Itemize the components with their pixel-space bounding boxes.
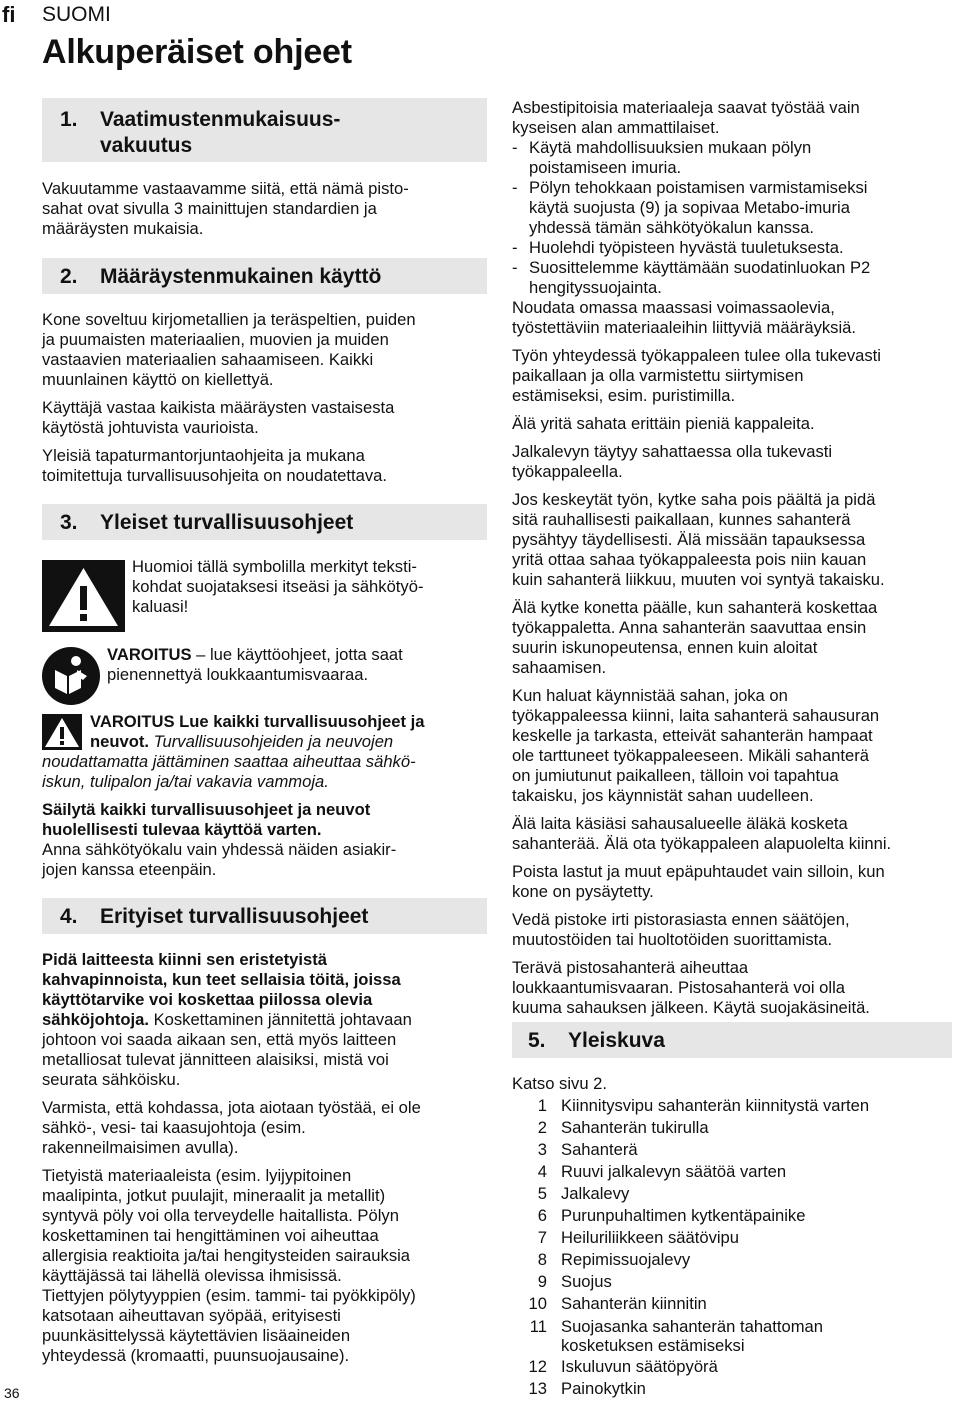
item-number: 12 [528,1357,547,1376]
text-line: sähkö-, vesi- tai kaasujohtoja (esim. [42,1118,306,1137]
text-line: maalipinta, jotkut puulajit, mineraalit ja metallit) [42,1186,386,1205]
text-line: Vedä pistoke irti pistorasiasta ennen säätöjen, [512,910,850,929]
item-number: 13 [528,1379,547,1398]
text-line: Älä kytke konetta päälle, kun sahanterä koskettaa [512,598,878,617]
list-item [512,1095,956,1117]
section-4-heading [42,898,487,934]
text-line: ole tarttuneet työkappaleeseen. Mikäli sahanterä [512,746,869,765]
dash-bullet: - [512,258,518,277]
item-label: Sahanterän tukirulla [561,1118,709,1137]
item-number: 5 [537,1184,547,1203]
warning-symbol-note [132,557,492,617]
text-line: Pölyn tehokkaan poistamisen varmistamiseksi [529,178,868,197]
page-number: 36 [4,1385,20,1401]
text-line: Käyttäjä vastaa kaikista määräysten vastaisesta [42,398,395,417]
item-number: 2 [537,1118,547,1137]
section-3-heading [42,504,487,540]
text-line: keskelle ja tarkasta, etteivät sahanterän hampaat [512,726,873,745]
text-line: takaisku, jos käynnistät sahan uudelleen. [512,786,814,805]
item-number: 7 [537,1228,547,1247]
text-line: määräysten mukaisia. [42,219,204,238]
text-line: Kun haluat käynnistää sahan, joka on [512,686,788,705]
list-item [512,1293,956,1315]
dash-bullet: - [512,238,518,257]
dash-bullet: - [512,138,518,157]
text-line: Säilytä kaikki turvallisuusohjeet ja neuvot [42,800,371,819]
text-line: Vakuutamme vastaavamme siitä, että nämä pisto- [42,179,409,198]
text-line: johtoon voi saada aikaan sen, että myös laitteen [42,1030,397,1049]
text-line: sahaamisen. [512,658,607,677]
read-manual-note [107,645,492,685]
warning-triangle-icon [42,560,125,632]
section-number: 1. [60,108,78,131]
text-line: työstettäviin materiaaleihin liittyviä määräyksiä. [512,318,856,337]
see-page-note: Katso sivu 2. [512,1074,608,1093]
dash-list-item [512,138,956,178]
item-number: 11 [529,1317,547,1336]
read-manual-icon [41,646,101,706]
text-line: kahvapinnoista, kun teet sellaisia töitä, joissa [42,970,401,989]
text-line: Älä yritä sahata erittäin pieniä kappaleita. [512,414,815,433]
text-line: Varmista, että kohdassa, jota aiotaan työstää, ei ole [42,1098,421,1117]
list-item [512,1378,956,1400]
text-line: Kone soveltuu kirjometallien ja teräspeltien, puiden [42,310,416,329]
item-label: Purunpuhaltimen kytkentäpainike [561,1206,806,1225]
text-line: sitä rauhallisesti paikallaan, kunnes sahanterä [512,510,851,529]
text-line: työkappaleessa kiinni, laita sahanterä sahausuran [512,706,880,725]
section-title: Yleiset turvallisuusohjeet [100,511,354,534]
dash-list-item [512,178,956,238]
text-line: sahanterää. Älä ota työkappaleen alapuolelta kiinni. [512,834,892,853]
text-line: loukkaantumisvaaran. Pistosahanterä voi olla [512,978,845,997]
section-5-heading [512,1022,952,1058]
text-line: kohdat suojataksesi itseäsi ja sähkötyö- [132,577,424,596]
language-code: fi [2,2,16,27]
list-item [512,1227,956,1249]
text-line: Asbestipitoisia materiaaleja saavat työstää vain [512,98,860,117]
item-number: 8 [537,1250,547,1269]
language-name: SUOMI [42,3,111,26]
text-line: Yleisiä tapaturmantorjuntaohjeita ja mukana [42,446,365,465]
text-line: on jumiutunut paikalleen, tälloin voi tapahtua [512,766,839,785]
item-number: 9 [537,1272,547,1291]
text-line: noudattamatta jättäminen saattaa aiheuttaa sähkö- [42,752,416,771]
section-number: 4. [60,905,78,928]
text-line: muunlainen käyttö on kiellettyä. [42,370,274,389]
item-label: Sahanterä [561,1140,638,1159]
list-item [512,1271,956,1293]
text-line: Jos keskeytät työn, kytke saha pois päältä ja pidä [512,490,876,509]
dash-list-item [512,238,956,258]
text-line: huolellisesti tulevaa käyttöä varten. [42,820,322,839]
list-item [512,1161,956,1183]
text-line: pienennettyä loukkaantumisvaaraa. [107,665,369,684]
text-line: Tiettyjen pölytyyppien (esim. tammi- tai pyökkipöly) [42,1286,416,1305]
text-line: rakenneilmaisimen avulla). [42,1138,239,1157]
text-line: kuuma sahauksen jälkeen. Käytä suojakäsineitä. [512,998,870,1017]
text-line: Käytä mahdollisuuksien mukaan pölyn [529,138,812,157]
section-4-body [42,950,502,1366]
section-1-heading [42,98,487,162]
item-number: 6 [537,1206,547,1225]
text-line: työkappaletta. Anna sahanterän saavuttaa ensin [512,618,867,637]
parts-list [512,1095,956,1400]
text-line: kone on pysäytetty. [512,882,654,901]
text-line: metalliosat tulevat jännitteen alaisiksi, mistä voi [42,1050,389,1069]
text-line: Jalkalevyn täytyy sahattaessa olla tukevasti [512,442,833,461]
section-title: Yleiskuva [568,1029,665,1052]
text-line: Pidä laitteesta kiinni sen eristetyistä [42,950,327,969]
section-title-cont: vakuutus [100,134,193,157]
text-line: Huomioi tällä symbolilla merkityt teksti- [132,557,417,576]
list-item [512,1315,956,1356]
text-line: sahat ovat sivulla 3 mainittujen standardien ja [42,199,377,218]
text-line: Älä laita käsiäsi sahausalueelle äläkä kosketa [512,814,848,833]
list-item [512,1139,956,1161]
text-line: käyttäjässä tai lähellä olevissa ihmisissä. [42,1266,342,1285]
item-label: Ruuvi jalkalevyn säätöä varten [561,1162,787,1181]
text-line: ja puumaisten materiaalien, muovien ja muiden [42,330,389,349]
text-line: toimitettuja turvallisuusohjeita on noudatettava. [42,466,387,485]
text-line: iskun, tulipalon ja/tai vakavia vammoja. [42,772,329,791]
item-label: Iskuluvun säätöpyörä [561,1357,718,1376]
text-line: kyseisen alan ammattilaiset. [512,118,720,137]
dash-bullet: - [512,178,518,197]
section-1-body [42,179,492,239]
text-line: kaluasi! [132,597,189,616]
item-label: Sahanterän kiinnitin [561,1294,707,1313]
text-line: estämiseksi, esim. puristimilla. [512,386,736,405]
item-number: 1 [537,1096,547,1115]
text-line: yhdessä tämän sähkötyökalun kanssa. [529,218,815,237]
text-line: paikallaan ja olla varmistettu siirtymisen [512,366,804,385]
text-line: yhteydessä (kromaatti, puunsuojausaine). [42,1346,350,1365]
item-number: 10 [528,1294,547,1313]
dash-list-item [512,258,956,298]
text-line: Poista lastut ja muut epäpuhtaudet vain silloin, kun [512,862,885,881]
item-number: 3 [537,1140,547,1159]
section-number: 2. [60,265,78,288]
text-line: Koskettaminen jännitettä johtavaan [148,1010,412,1029]
text-line: VAROITUS Lue kaikki turvallisuusohjeet ja [90,712,425,731]
text-line: jojen kanssa eteenpäin. [42,860,217,879]
warning-label: VAROITUS [107,645,192,664]
text-line: seurata sähköisku. [42,1070,181,1089]
text-line: neuvot. [90,732,150,751]
section-title: Erityiset turvallisuusohjeet [100,905,369,928]
text-line: Huolehdi työpisteen hyvästä tuuletuksesta. [529,238,844,257]
text-line: kuin sahanterä liikkuu, muuten voi syntyä takaisku. [512,570,885,589]
section-2-heading [42,258,487,294]
text-line: Anna sähkötyökalu vain yhdessä näiden asiakir- [42,840,397,859]
section-title: Määräystenmukainen käyttö [100,265,382,288]
section-number: 5. [528,1029,546,1052]
item-number: 4 [537,1162,547,1181]
general-warning [42,712,497,880]
section-2-body [42,310,497,486]
list-item [512,1117,956,1139]
text-line: allergisia reaktioita ja/tai hengitysteiden sairauksia [42,1246,411,1265]
text-line: – lue käyttöohjeet, jotta saat [191,645,403,664]
text-line: katsotaan aiheuttavan syöpää, erityisesti [42,1306,341,1325]
text-line: koskettaminen tai hengittäminen voi aiheuttaa [42,1226,379,1245]
text-line: työkappaleella. [512,462,623,481]
text-line: hengityssuojainta. [529,278,662,297]
item-label: Heiluriliikkeen säätövipu [561,1228,740,1247]
text-line: käyttötarvike voi koskettaa piilossa olevia [42,990,373,1009]
text-line: poistamiseen imuria. [529,158,682,177]
text-line: yritä ottaa sahaa työkappaleesta pois niin kauan [512,550,867,569]
text-line: Terävä pistosahanterä aiheuttaa [512,958,749,977]
page-title: Alkuperäiset ohjeet [42,33,352,71]
text-line: Tietyistä materiaaleista (esim. lyijypitoinen [42,1166,352,1185]
item-label: Repimissuojalevy [561,1250,691,1269]
list-item [512,1183,956,1205]
text-line: pysähtyy täydellisesti. Älä missään tapauksessa [512,530,866,549]
text-line: muutostöiden tai huoltotöiden suorittamista. [512,930,833,949]
text-line: käytöstä johtuvista vaurioista. [42,418,259,437]
item-label: Jalkalevy [561,1184,630,1203]
section-number: 3. [60,511,78,534]
item-label: kosketuksen estämiseksi [561,1336,745,1355]
section-title: Vaatimustenmukaisuus- [100,108,341,131]
item-label: Painokytkin [561,1379,646,1398]
right-column-body [512,98,956,1018]
text-line: puunkäsittelyssä käytettävien lisäaineiden [42,1326,351,1345]
text-line: Turvallisuusohjeiden ja neuvojen [149,732,394,751]
text-line: syntyvä pöly voi olla terveydelle haitallista. Pölyn [42,1206,399,1225]
item-label: Suojus [561,1272,612,1291]
list-item [512,1249,956,1271]
text-line: Työn yhteydessä työkappaleen tulee olla tukevasti [512,346,881,365]
item-label: Suojasanka sahanterän tahattoman [561,1317,823,1336]
item-label: Kiinnitysvipu sahanterän kiinnitystä varten [561,1096,870,1115]
text-line: vastaavien materiaalien sahaamiseen. Kaikki [42,350,374,369]
text-line: suurin iskunopeutensa, ennen kuin aloitat [512,638,818,657]
list-item [512,1205,956,1227]
text-line: Noudata omassa maassasi voimassaolevia, [512,298,835,317]
text-line: käytä suojusta (9) ja sopivaa Metabo-imuria [529,198,850,217]
list-item [512,1356,956,1378]
text-line: sähköjohtoja. [42,1010,149,1029]
text-line: Suosittelemme käyttämään suodatinluokan P2 [529,258,871,277]
